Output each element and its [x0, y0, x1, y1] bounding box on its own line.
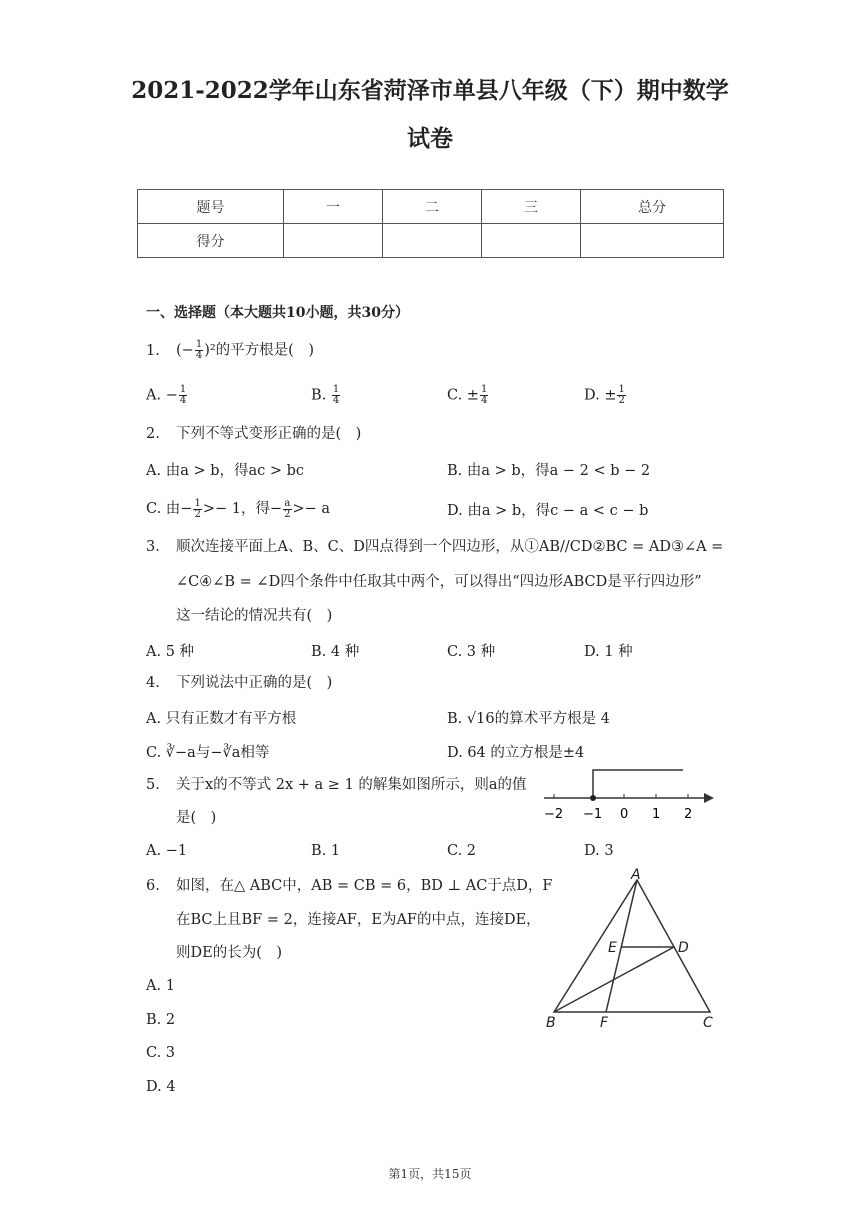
question-text-line3: 则DE的长为( ): [176, 945, 283, 961]
q2-option-d[interactable]: D. 由a > b，得c − a < c − b: [447, 503, 649, 519]
tick-label: 0: [620, 807, 629, 822]
question-text-line2: 在BC上且BF = 2，连接AF，E为AF的中点，连接DE，: [176, 912, 541, 928]
q6-option-d[interactable]: D. 4: [146, 1079, 176, 1095]
q4-option-d[interactable]: D. 64 的立方根是±4: [447, 745, 585, 761]
fraction: $\frac{1}{4}$: [195, 339, 203, 361]
q3-option-b[interactable]: B. 4 种: [311, 644, 360, 660]
question-5: [146, 776, 527, 794]
question-text: 下列说法中正确的是( ): [176, 675, 333, 691]
question-number: 5.: [146, 777, 160, 793]
point-label: A: [631, 867, 641, 883]
score-cell[interactable]: [383, 224, 482, 258]
q6-option-b[interactable]: B. 2: [146, 1012, 176, 1028]
question-text-line2: 是( ): [176, 810, 217, 826]
q3-option-a[interactable]: A. 5 种: [146, 644, 195, 660]
score-row-label: 得分: [138, 224, 284, 258]
question-number: 3.: [146, 539, 160, 555]
score-cell[interactable]: [284, 224, 383, 258]
question-text: 下列不等式变形正确的是( ): [176, 426, 362, 442]
q2-option-b[interactable]: B. 由a > b，得a − 2 < b − 2: [447, 463, 651, 479]
q3-option-d[interactable]: D. 1 种: [584, 644, 633, 660]
score-header-cell: 二: [383, 190, 482, 224]
q4-option-a[interactable]: A. 只有正数才有平方根: [146, 711, 297, 727]
question-6: [146, 877, 552, 895]
axis-arrow-icon: [704, 793, 714, 803]
question-1: [146, 340, 314, 361]
score-cell[interactable]: [581, 224, 724, 258]
point-label: B: [546, 1015, 556, 1031]
question-text-line1: 顺次连接平面上A、B、C、D四点得到一个四边形，从①AB//CD②BC = AD③∠A =: [176, 539, 724, 555]
score-header-cell: 一: [284, 190, 383, 224]
tick-label: −1: [583, 807, 603, 822]
page-footer: 第1页，共15页: [388, 1167, 472, 1181]
point-label: D: [678, 940, 689, 956]
q5-option-b[interactable]: B. 1: [311, 843, 341, 859]
q1-option-c[interactable]: C. ± $\frac{1}{4}$: [447, 384, 488, 406]
question-text-line2: ∠C④∠B = ∠D四个条件中任取其中两个，可以得出“四边形ABCD是平行四边形”: [176, 574, 702, 590]
segment-bd: [554, 947, 674, 1012]
q1-option-a[interactable]: A. − $\frac{1}{4}$: [146, 384, 187, 406]
question-number: 4.: [146, 675, 160, 691]
score-header-cell: 总分: [581, 190, 724, 224]
page-title-line2: 试卷: [407, 125, 453, 152]
score-header-cell: 三: [482, 190, 581, 224]
q2-option-a[interactable]: A. 由a > b，得ac > bc: [146, 463, 305, 479]
q5-option-d[interactable]: D. 3: [584, 843, 614, 859]
question-text-line1: 如图，在△ ABC中，AB = CB = 6，BD ⊥ AC于点D，F: [176, 878, 553, 894]
question-2: [146, 425, 361, 443]
q5-option-a[interactable]: A. −1: [146, 843, 188, 859]
question-3: [146, 538, 723, 556]
tick-label: 2: [684, 807, 693, 822]
q1-text-post: )²的平方根是( ): [204, 342, 314, 359]
score-table: [137, 189, 724, 258]
number-line-figure: [538, 764, 718, 826]
question-number: 1.: [146, 342, 160, 359]
q1-text-pre: (−: [176, 342, 194, 359]
question-text-line1: 关于x的不等式 2x + a ≥ 1 的解集如图所示，则a的值: [176, 777, 527, 793]
q6-option-c[interactable]: C. 3: [146, 1045, 176, 1061]
q6-option-a[interactable]: A. 1: [146, 978, 175, 994]
section-heading: 一、选择题（本大题共10小题，共30分）: [146, 305, 409, 321]
tick-label: 1: [652, 807, 661, 822]
q4-option-b[interactable]: B. √16的算术平方根是 4: [447, 711, 610, 727]
question-number: 6.: [146, 878, 160, 894]
question-4: [146, 674, 332, 692]
question-number: 2.: [146, 426, 160, 442]
score-cell[interactable]: [482, 224, 581, 258]
point-label: E: [608, 940, 617, 956]
triangle-figure: [538, 866, 728, 1036]
tick-label: −2: [544, 807, 564, 822]
solution-set-bracket: [593, 770, 683, 798]
score-header-cell: 题号: [138, 190, 284, 224]
q5-option-c[interactable]: C. 2: [447, 843, 477, 859]
score-table-header-row: [138, 190, 724, 224]
q2-option-c[interactable]: C. 由− $\frac{1}{2}$ >− 1，得− $\frac{a}{2}$ >− a: [146, 497, 331, 520]
page-title-line1: 2021-2022学年山东省菏泽市单县八年级（下）期中数学: [131, 77, 729, 104]
q4-option-c[interactable]: C. ∛−a与−∛a相等: [146, 745, 270, 761]
solid-point: [590, 795, 596, 801]
question-text-line3: 这一结论的情况共有( ): [176, 608, 333, 624]
q1-option-d[interactable]: D. ± $\frac{1}{2}$: [584, 384, 625, 406]
q1-option-b[interactable]: B. $\frac{1}{4}$: [311, 384, 340, 406]
q3-option-c[interactable]: C. 3 种: [447, 644, 496, 660]
point-label: F: [600, 1015, 609, 1031]
score-table-score-row: [138, 224, 724, 258]
point-label: C: [703, 1015, 713, 1031]
